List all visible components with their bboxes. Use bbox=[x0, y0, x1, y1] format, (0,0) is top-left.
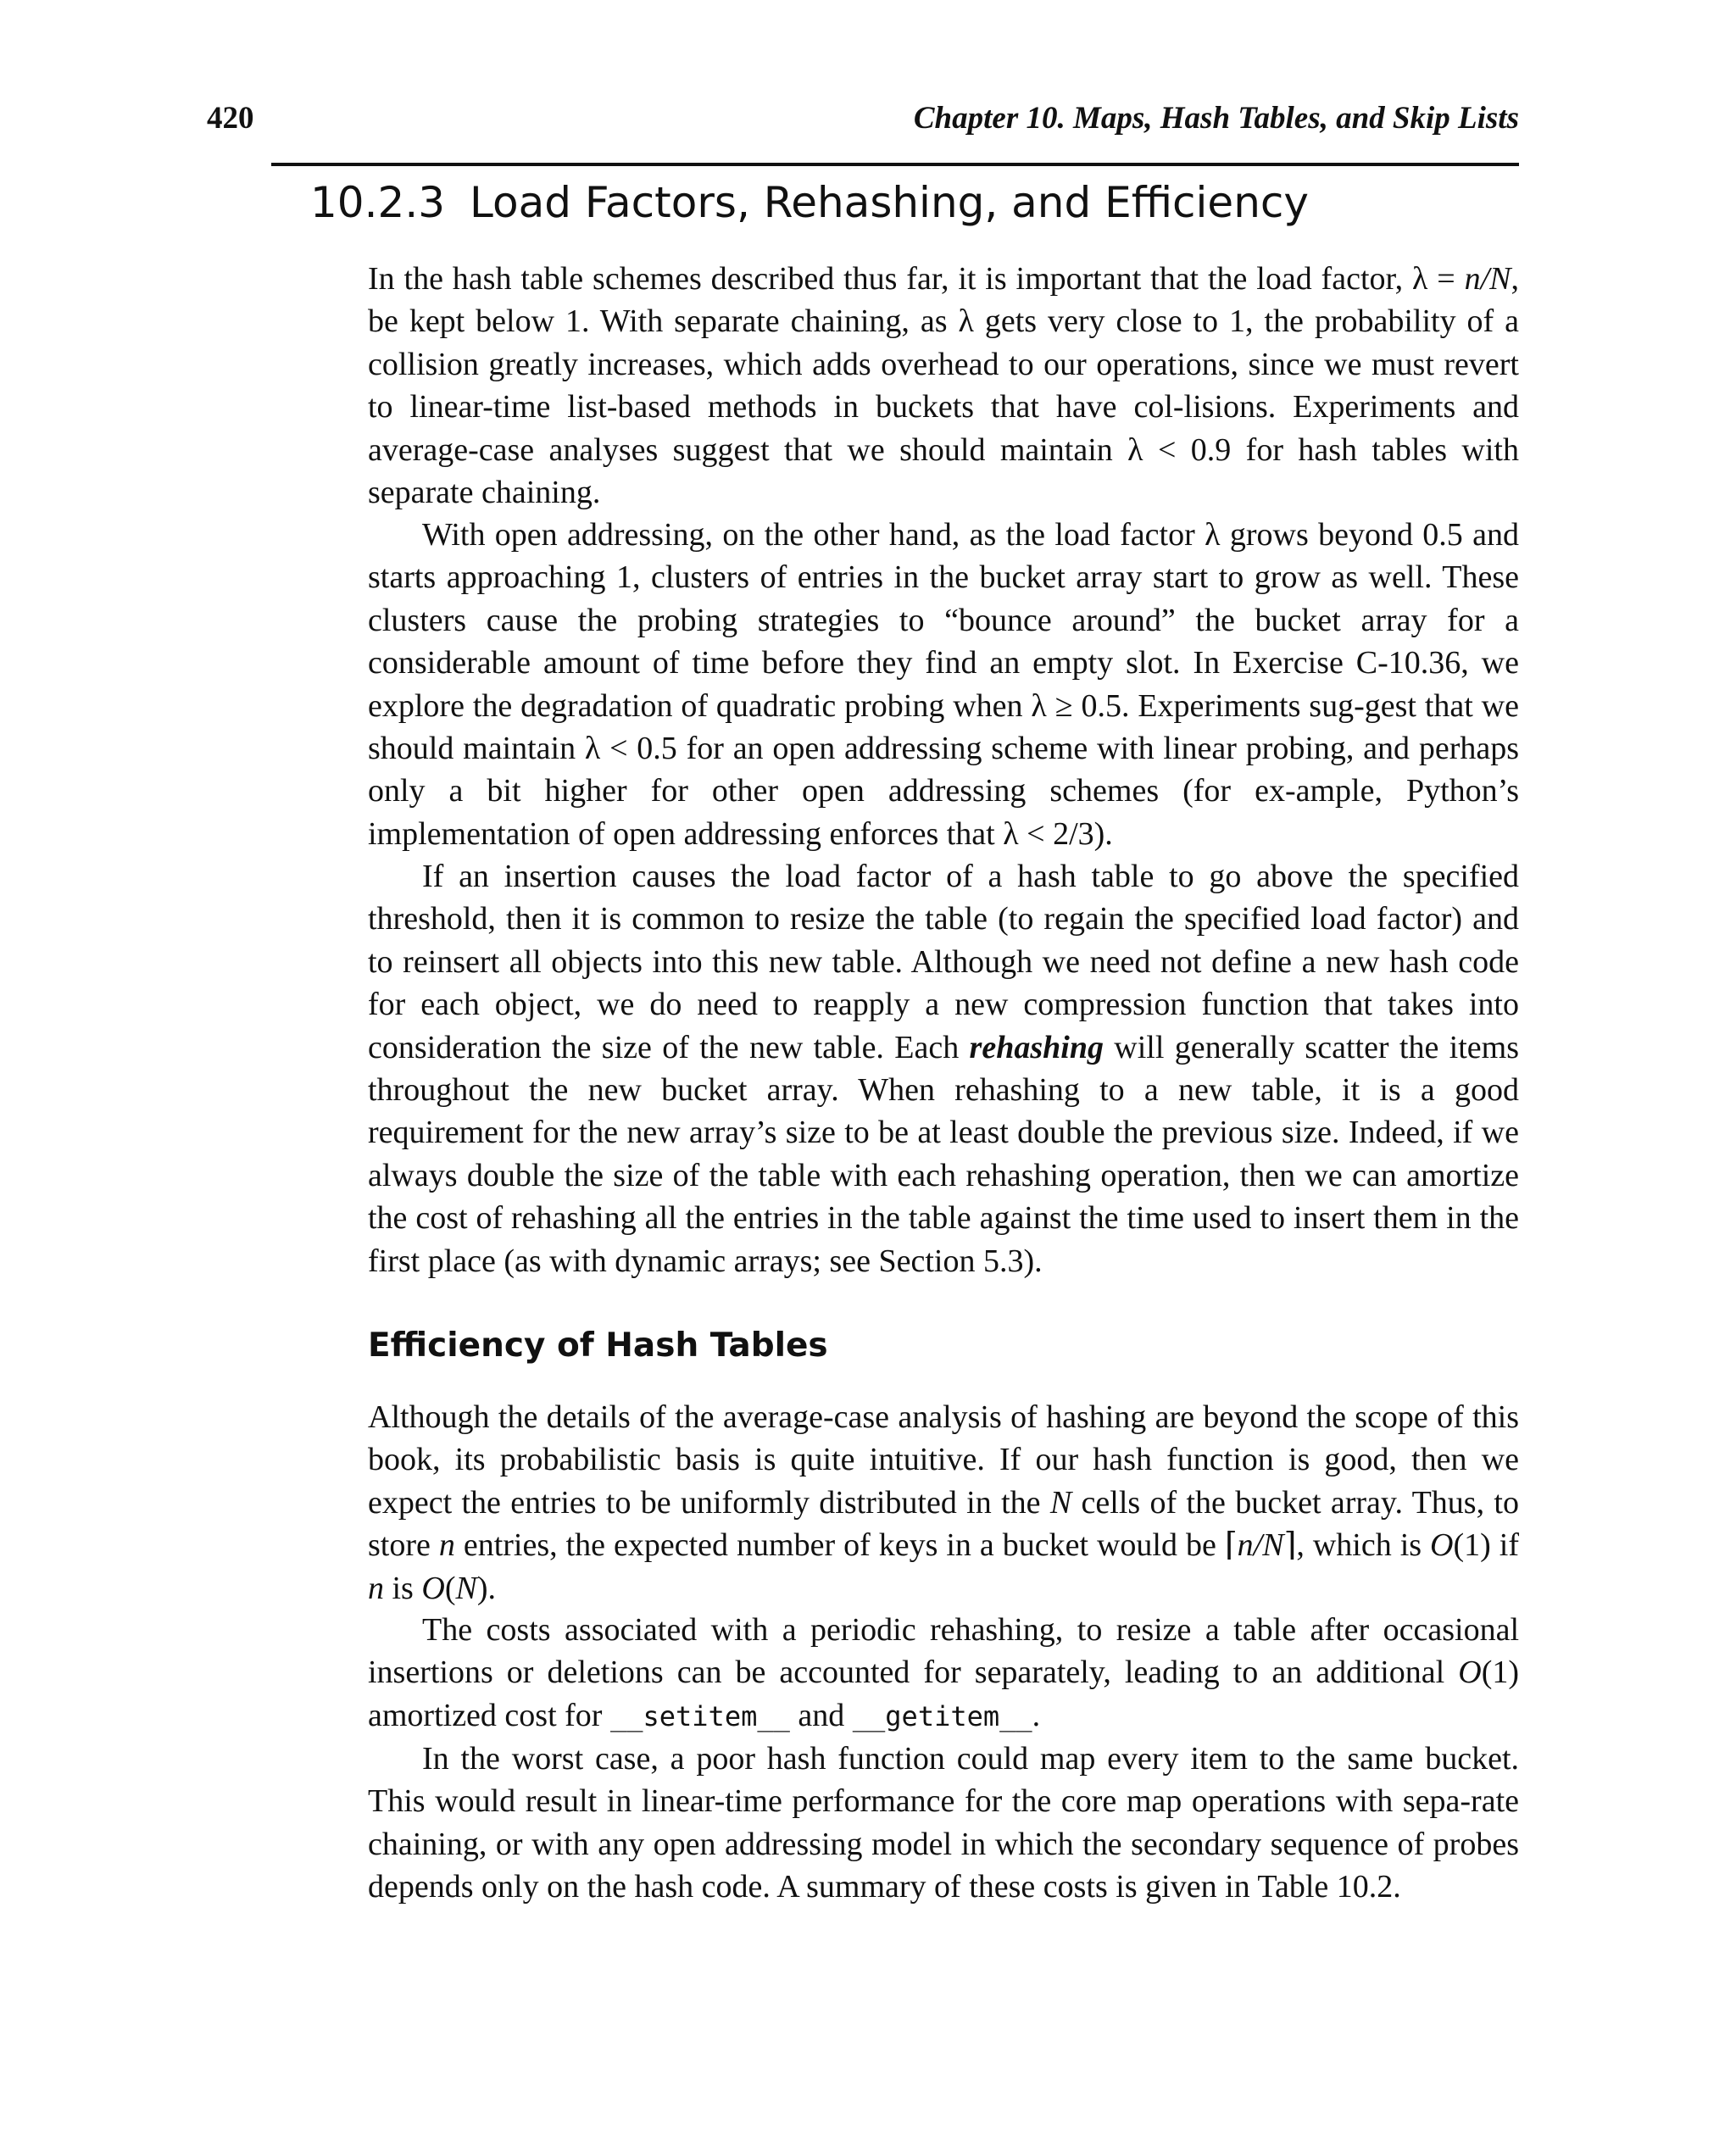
math-run: O bbox=[421, 1570, 445, 1606]
text-run: In the hash table schemes described thus far, it is important that the load factor, λ = bbox=[368, 261, 1465, 297]
code-setitem: __setitem__ bbox=[609, 1699, 790, 1732]
text-run: If an insertion causes the load factor of a hash table to go above the specified threshold, then it is common to resize the table (to regain the specified load factor) and to reinsert all objects into this new table. Although we need not define a new hash code for each object, we do need to reapply a new compression function that takes into consideration the size of the new table. Each bbox=[368, 859, 1519, 1065]
math-run: n/N bbox=[1237, 1527, 1284, 1564]
paragraph-amortized-cost bbox=[368, 1609, 1519, 1738]
math-run: n/N bbox=[1464, 261, 1511, 297]
section-title: Load Factors, Rehashing, and Efficiency bbox=[470, 178, 1309, 227]
text-run: , be kept below 1. With separate chaining, as λ gets very close to 1, the probability of a collision greatly increases, which adds overhead to our operations, since we must revert to linear-time list-based methods in buckets that have col-lisions. Experiments and average-case analyses suggest that we should maintain λ < 0.9 for hash tables with separate chaining. bbox=[368, 261, 1519, 511]
running-head bbox=[207, 100, 1519, 151]
text-run: ⌉, which is bbox=[1283, 1527, 1431, 1564]
math-run: N bbox=[455, 1570, 477, 1606]
text-run: (1) amortized cost for bbox=[368, 1654, 1519, 1733]
math-run: N bbox=[1049, 1484, 1072, 1521]
code-getitem: __getitem__ bbox=[852, 1699, 1032, 1732]
math-run: O bbox=[1430, 1527, 1454, 1564]
emphasis-term: rehashing bbox=[969, 1029, 1104, 1065]
text-run: cells of the bucket array. Thus, to store bbox=[368, 1484, 1519, 1564]
text-run: . bbox=[1032, 1697, 1041, 1733]
text-run: Although the details of the average-case analysis of hashing are beyond the scope of this book, its probabilistic basis is quite intuitive. If our hash function is good, then we expect the entries to be uniformly distributed in the bbox=[368, 1399, 1519, 1521]
text-run: ( bbox=[444, 1570, 456, 1606]
text-run: entries, the expected number of keys in a bucket would be ⌈ bbox=[454, 1527, 1238, 1564]
text-run: ). bbox=[476, 1570, 496, 1606]
paragraph-worst-case bbox=[368, 1738, 1519, 1909]
text-run: and bbox=[789, 1697, 853, 1733]
math-run: n bbox=[368, 1570, 384, 1606]
text-run: will generally scatter the items throughout the new bucket array. When rehashing to a new table, it is a good requirement for the new array’s size to be at least double the previous size. Indeed, if we always double the size of the table with each rehashing operation, then we can amortize the cost of rehashing all the entries in the table against the time used to insert them in the first place (as with dynamic arrays; see Section 5.3). bbox=[368, 1029, 1519, 1279]
paragraph-efficiency bbox=[368, 1396, 1519, 1610]
chapter-title: Chapter 10. Maps, Hash Tables, and Skip Lists bbox=[913, 101, 1519, 136]
paragraph-rehashing bbox=[368, 855, 1519, 1282]
paragraph-load-factor bbox=[368, 258, 1519, 514]
text-run: (1) if bbox=[1453, 1527, 1520, 1564]
section-number: 10.2.3 bbox=[310, 178, 446, 227]
header-rule bbox=[271, 163, 1519, 166]
subsection-heading: Efficiency of Hash Tables bbox=[368, 1326, 828, 1365]
page-number: 420 bbox=[207, 101, 254, 136]
section-heading bbox=[310, 178, 1309, 227]
paragraph-open-addressing bbox=[368, 514, 1519, 855]
text-run: With open addressing, on the other hand, as the load factor λ grows beyond 0.5 and starts approaching 1, clusters of entries in the bucket array start to grow as well. These clusters cause the probing strategies to “bounce around” the bucket array for a considerable amount of time before they find an empty slot. In Exercise C-10.36, we explore the degradation of quadratic probing when λ ≥ 0.5. Experiments sug-gest that we should maintain λ < 0.5 for an open addressing scheme with linear probing, and perhaps only a bit higher for other open addressing schemes (for ex-ample, Python’s implementation of open addressing enforces that λ < 2/3). bbox=[368, 517, 1519, 852]
text-run: is bbox=[384, 1570, 422, 1606]
text-run: The costs associated with a periodic rehashing, to resize a table after occasional insertions or deletions can be accounted for separately, leading to an additional bbox=[368, 1612, 1519, 1691]
text-run: In the worst case, a poor hash function could map every item to the same bucket. This would result in linear-time performance for the core map operations with sepa-rate chaining, or with any open addressing model in which the secondary sequence of probes depends only on the hash code. A summary of these costs is given in Table 10.2. bbox=[368, 1741, 1519, 1905]
math-run: O bbox=[1458, 1654, 1482, 1691]
math-run: n bbox=[438, 1527, 455, 1564]
